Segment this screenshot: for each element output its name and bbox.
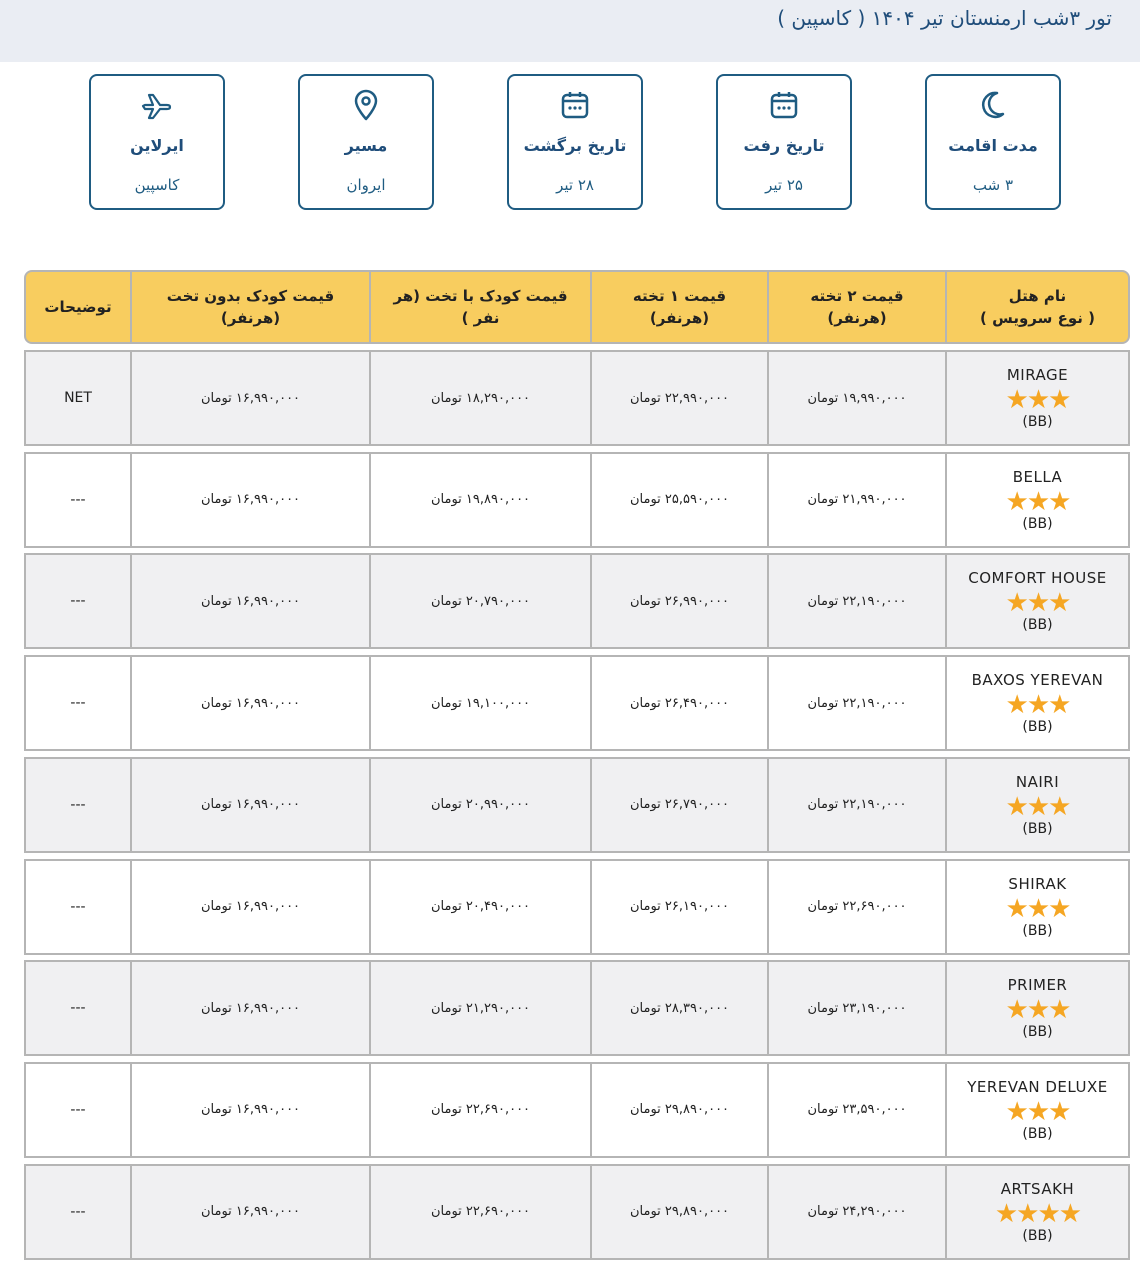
card-value: ۲۸ تیر [556,176,594,194]
notes-cell [26,861,130,953]
one-bed-price: ۲۹,۸۹۰,۰۰۰ تومان [629,1102,730,1118]
two-bed-price-cell [767,555,945,647]
card-value: ایروان [346,176,386,194]
notes-cell [26,657,130,749]
notes: --- [70,1101,86,1118]
child-with-bed-price-cell [369,352,590,444]
two-bed-price: ۲۳,۱۹۰,۰۰۰ تومان [807,1000,907,1016]
notes-cell [26,962,130,1054]
child-with-bed-price-cell [369,861,590,953]
child-with-bed-price-cell [369,657,590,749]
notes: --- [70,796,86,813]
hotel-cell [945,861,1128,953]
two-bed-price-cell [767,454,945,546]
child-with-bed-price: ۱۸,۲۹۰,۰۰۰ تومان [430,390,531,406]
child-with-bed-price-cell [369,1064,590,1156]
child-without-bed-price: ۱۶,۹۹۰,۰۰۰ تومان [200,390,301,406]
tour-info-cards [0,74,1140,214]
hotel-name: NAIRI [1015,772,1060,791]
notes: --- [70,898,86,915]
calendar-icon [718,88,850,122]
card-return-date [507,74,643,210]
one-bed-price-cell [590,1064,767,1156]
card-stay-duration [925,74,1061,210]
child-with-bed-price: ۲۲,۶۹۰,۰۰۰ تومان [430,1102,531,1118]
hotel-cell [945,454,1128,546]
child-with-bed-price-cell [369,759,590,851]
two-bed-price-cell [767,1064,945,1156]
notes: --- [70,695,86,712]
airplane-icon [91,88,223,122]
star-rating-icon: ★★★ [1005,385,1070,415]
hotel-name: COMFORT HOUSE [968,569,1107,588]
two-bed-price: ۲۲,۱۹۰,۰۰۰ تومان [807,695,907,711]
notes-cell [26,1166,130,1258]
one-bed-price: ۲۶,۷۹۰,۰۰۰ تومان [629,797,730,813]
service-type: (BB) [1022,1125,1053,1142]
child-with-bed-price: ۲۰,۴۹۰,۰۰۰ تومان [430,899,531,914]
notes-cell [26,555,130,647]
card-label: تاریخ رفت [743,136,825,155]
card-value: کاسپین [134,176,180,194]
hotel-cell [945,962,1128,1054]
notes: --- [70,593,86,610]
child-without-bed-price-cell [130,861,369,953]
card-label: مسیر [344,136,388,155]
header-one-bed [590,272,767,342]
hotel-name: BAXOS YEREVAN [971,671,1104,690]
two-bed-price: ۲۴,۲۹۰,۰۰۰ تومان [807,1204,907,1220]
table-header [24,270,1130,344]
hotel-cell [945,1166,1128,1258]
hotel-name: BELLA [1012,467,1063,486]
two-bed-price: ۲۲,۱۹۰,۰۰۰ تومان [807,593,907,609]
header-hotel-text: نام هتل ( نوع سرویس ) [980,287,1095,327]
one-bed-price: ۲۲,۹۹۰,۰۰۰ تومان [629,390,730,406]
table-row [24,960,1130,1056]
one-bed-price: ۲۶,۱۹۰,۰۰۰ تومان [629,899,730,914]
title-bar [0,0,1140,62]
page-title: تور ۳شب ارمنستان تیر ۱۴۰۴ ( کاسپین ) [777,6,1112,30]
one-bed-price: ۲۹,۸۹۰,۰۰۰ تومان [629,1204,730,1220]
child-with-bed-price-cell [369,555,590,647]
star-rating-icon: ★★★ [1005,893,1070,924]
service-type: (BB) [1022,820,1053,837]
hotel-name: YEREVAN DELUXE [967,1077,1108,1096]
card-route [298,74,434,210]
card-label: ایرلاین [130,136,184,155]
star-rating-icon: ★★★ [1005,486,1070,517]
service-type: (BB) [1022,1024,1053,1041]
child-without-bed-price: ۱۶,۹۹۰,۰۰۰ تومان [200,1102,301,1118]
star-rating-icon: ★★★ [1005,588,1070,619]
one-bed-price-cell [590,861,767,953]
star-rating-icon: ★★★ [1005,791,1070,822]
one-bed-price-cell [590,454,767,546]
hotel-cell [945,1064,1128,1156]
one-bed-price-cell [590,352,767,444]
star-rating-icon: ★★★ [1005,995,1070,1026]
star-rating-icon: ★★★ [1005,690,1070,721]
table-row [24,1164,1130,1260]
two-bed-price-cell [767,962,945,1054]
one-bed-price-cell [590,1166,767,1258]
two-bed-price: ۲۲,۱۹۰,۰۰۰ تومان [807,797,907,813]
hotel-name: MIRAGE [1006,366,1069,384]
hotel-cell [945,657,1128,749]
child-without-bed-price-cell [130,1064,369,1156]
notes: NET [64,390,92,406]
moon-icon [927,88,1059,122]
notes: --- [70,491,86,508]
child-without-bed-price-cell [130,657,369,749]
one-bed-price-cell [590,555,767,647]
child-without-bed-price: ۱۶,۹۹۰,۰۰۰ تومان [200,1000,301,1016]
two-bed-price-cell [767,657,945,749]
card-label: تاریخ برگشت [523,136,627,155]
table-row [24,553,1130,649]
header-child-with-bed-text: قیمت کودک با تخت (هر نفر ) [393,287,568,327]
child-without-bed-price: ۱۶,۹۹۰,۰۰۰ تومان [200,492,301,508]
two-bed-price: ۲۱,۹۹۰,۰۰۰ تومان [807,492,907,508]
child-with-bed-price: ۲۱,۲۹۰,۰۰۰ تومان [430,1000,531,1016]
two-bed-price: ۲۲,۶۹۰,۰۰۰ تومان [807,899,907,914]
service-type: (BB) [1022,515,1053,532]
one-bed-price: ۲۵,۵۹۰,۰۰۰ تومان [629,492,730,508]
hotel-name: ARTSAKH [1000,1179,1075,1198]
service-type: (BB) [1022,719,1053,736]
child-with-bed-price-cell [369,454,590,546]
two-bed-price: ۱۹,۹۹۰,۰۰۰ تومان [807,390,907,406]
child-with-bed-price: ۲۰,۷۹۰,۰۰۰ تومان [430,593,531,609]
two-bed-price: ۲۳,۵۹۰,۰۰۰ تومان [807,1102,907,1118]
hotel-name: SHIRAK [1008,874,1067,893]
notes: --- [70,1203,86,1220]
service-type: (BB) [1022,1227,1053,1244]
service-type: (BB) [1022,617,1053,634]
table-row [24,859,1130,955]
child-without-bed-price-cell [130,962,369,1054]
table-row [24,452,1130,548]
calendar-icon [509,88,641,122]
child-with-bed-price-cell [369,962,590,1054]
child-without-bed-price-cell [130,759,369,851]
notes-cell [26,1064,130,1156]
star-rating-icon: ★★★★ [994,1198,1081,1229]
hotel-cell [945,555,1128,647]
header-two-bed-text: قیمت ۲ تخته (هرنفر) [810,287,904,327]
star-rating-icon: ★★★ [1005,1096,1070,1127]
one-bed-price-cell [590,962,767,1054]
child-without-bed-price: ۱۶,۹۹۰,۰۰۰ تومان [200,797,301,813]
one-bed-price: ۲۶,۹۹۰,۰۰۰ تومان [629,593,730,609]
one-bed-price: ۲۶,۴۹۰,۰۰۰ تومان [629,695,730,711]
notes-cell [26,454,130,546]
two-bed-price-cell [767,759,945,851]
card-value: ۲۵ تیر [765,176,803,194]
child-without-bed-price: ۱۶,۹۹۰,۰۰۰ تومان [200,1204,301,1220]
service-type: (BB) [1022,414,1053,430]
child-without-bed-price-cell [130,1166,369,1258]
hotel-name: PRIMER [1007,976,1068,995]
child-with-bed-price: ۲۲,۶۹۰,۰۰۰ تومان [430,1204,531,1220]
two-bed-price-cell [767,861,945,953]
location-pin-icon [300,88,432,122]
child-without-bed-price: ۱۶,۹۹۰,۰۰۰ تومان [200,695,301,711]
card-departure-date [716,74,852,210]
table-row [24,1062,1130,1158]
header-notes-text: توضیحات [44,298,112,316]
header-two-bed [767,272,945,342]
hotel-cell [945,352,1128,444]
card-value: ۳ شب [972,176,1014,194]
child-without-bed-price-cell [130,352,369,444]
child-without-bed-price: ۱۶,۹۹۰,۰۰۰ تومان [200,899,301,914]
header-notes [26,272,130,342]
child-with-bed-price: ۲۰,۹۹۰,۰۰۰ تومان [430,797,531,813]
table-row [24,350,1130,446]
child-without-bed-price-cell [130,555,369,647]
header-one-bed-text: قیمت ۱ تخته (هرنفر) [632,287,727,327]
one-bed-price-cell [590,657,767,749]
header-hotel [945,272,1128,342]
header-child-with-bed [369,272,590,342]
child-without-bed-price-cell [130,454,369,546]
child-with-bed-price: ۱۹,۱۰۰,۰۰۰ تومان [430,695,531,711]
card-label: مدت اقامت [948,136,1038,155]
notes-cell [26,759,130,851]
child-with-bed-price-cell [369,1166,590,1258]
one-bed-price: ۲۸,۳۹۰,۰۰۰ تومان [629,1000,730,1016]
table-row [24,655,1130,751]
header-child-without-bed-text: قیمت کودک بدون تخت (هرنفر) [166,287,335,327]
child-without-bed-price: ۱۶,۹۹۰,۰۰۰ تومان [200,593,301,609]
two-bed-price-cell [767,352,945,444]
notes: --- [70,1000,86,1017]
notes-cell [26,352,130,444]
service-type: (BB) [1022,922,1053,939]
hotel-cell [945,759,1128,851]
header-child-without-bed [130,272,369,342]
two-bed-price-cell [767,1166,945,1258]
child-with-bed-price: ۱۹,۸۹۰,۰۰۰ تومان [430,492,531,508]
one-bed-price-cell [590,759,767,851]
table-row [24,757,1130,853]
card-airline [89,74,225,210]
